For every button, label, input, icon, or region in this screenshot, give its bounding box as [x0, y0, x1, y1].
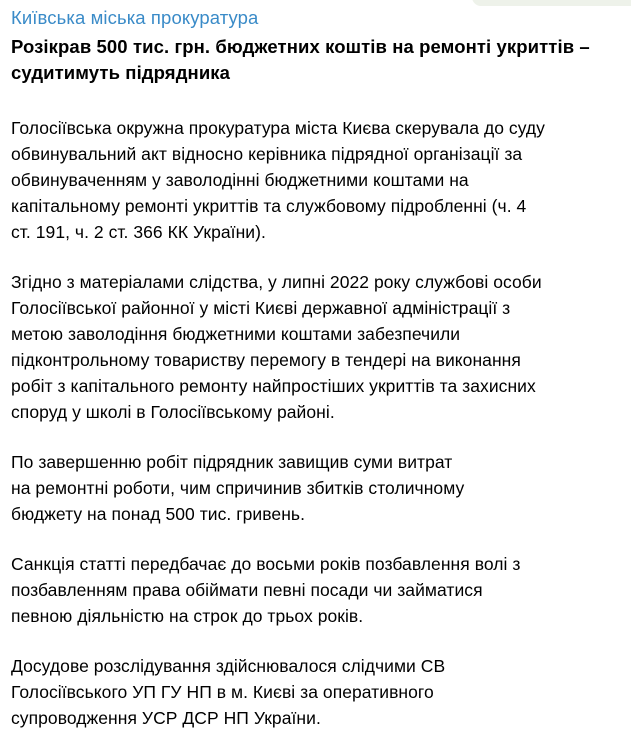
paragraph-line: ст. 191, ч. 2 ст. 366 КК України).: [11, 222, 266, 242]
post-paragraph: [11, 653, 619, 731]
post-paragraph: [11, 449, 619, 527]
paragraph-line: певною діяльністю на строк до трьох років.: [11, 606, 364, 626]
paragraph-line: капітальному ремонті укриттів та службовому підробленні (ч. 4: [11, 196, 527, 216]
paragraph-line: супроводження УСР ДСР НП України.: [11, 708, 321, 728]
paragraph-line: підконтрольному товариству перемогу в тендері на виконання: [11, 350, 521, 370]
paragraph-line: Голосіївська окружна прокуратура міста Києва скерувала до суду: [11, 118, 545, 138]
paragraph-line: бюджету на понад 500 тис. гривень.: [11, 504, 305, 524]
headline-line: Розікрав 500 тис. грн. бюджетних коштів на ремонті укриттів –: [11, 36, 590, 57]
paragraph-line: на ремонтні роботи, чим спричинив збитків столичному: [11, 478, 465, 498]
paragraph-line: позбавленням права обіймати певні посади чи займатися: [11, 580, 483, 600]
post-paragraph: [11, 269, 619, 425]
post-paragraph: [11, 551, 619, 629]
paragraph-line: Голосіївської районної у місті Києві державної адміністрації з: [11, 298, 511, 318]
paragraph-line: Згідно з матеріалами слідства, у липні 2022 року службові особи: [11, 272, 542, 292]
paragraph-line: обвинуваченням у заволодінні бюджетними коштами на: [11, 170, 469, 190]
paragraph-line: Досудове розслідування здійснювалося слідчими СВ: [11, 656, 446, 676]
channel-name-link[interactable]: Київська міська прокуратура: [11, 7, 259, 28]
paragraph-line: Голосіївського УП ГУ НП в м. Києві за оперативного: [11, 682, 434, 702]
paragraph-line: робіт з капітального ремонту найпростіших укриттів та захисних: [11, 376, 536, 396]
post-paragraph: [11, 115, 619, 245]
post-headline: [11, 34, 619, 86]
paragraph-line: метою заволодіння бюджетними коштами забезпечили: [11, 324, 461, 344]
paragraph-line: обвинувальний акт відносно керівника підрядної організації за: [11, 144, 523, 164]
headline-line: судитимуть підрядника: [11, 62, 231, 83]
paragraph-line: Санкція статті передбачає до восьми років позбавлення волі з: [11, 554, 521, 574]
paragraph-line: споруд у школі в Голосіївському районі.: [11, 402, 335, 422]
top-pill-decoration: [472, 0, 631, 6]
paragraph-line: По завершенню робіт підрядник завищив суми витрат: [11, 452, 453, 472]
